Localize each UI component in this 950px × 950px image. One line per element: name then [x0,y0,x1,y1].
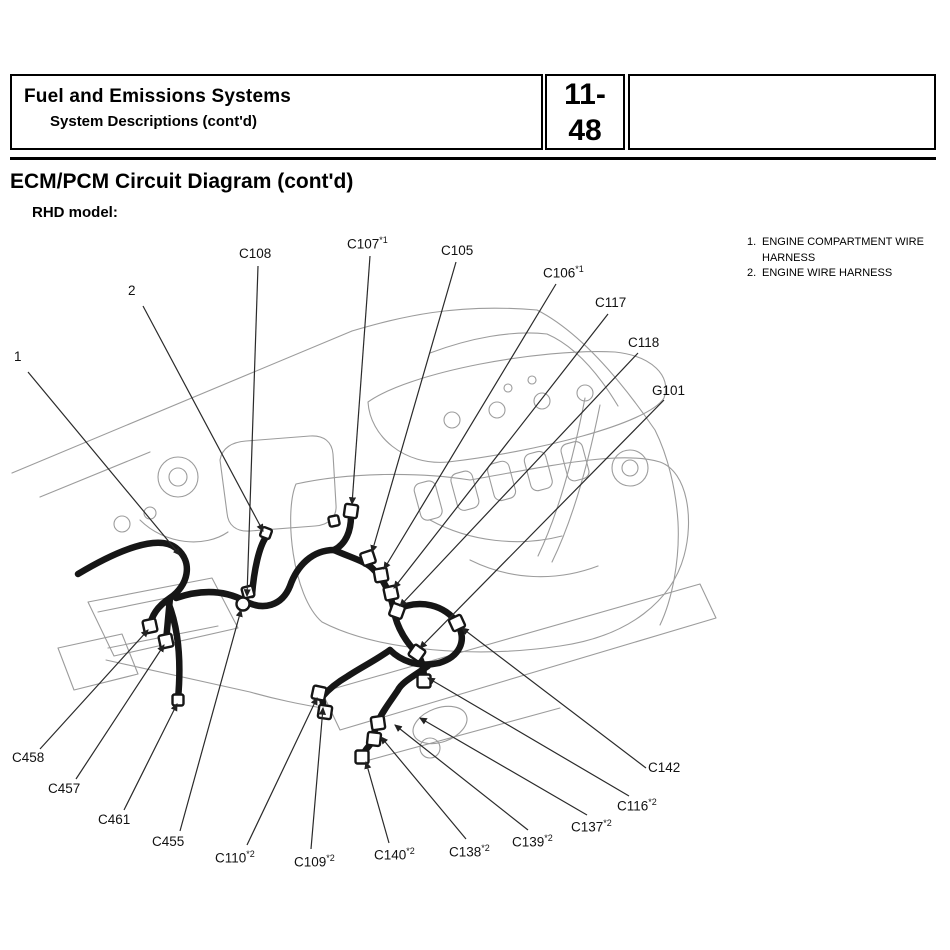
connector [344,504,359,519]
label-C139: C139$^{*2}$ [512,833,553,850]
connector [383,585,398,600]
label-1: 1 [14,349,22,364]
leader-line-C138 [381,737,466,839]
leader-line-C107 [352,256,370,504]
leader-line-C116 [428,678,629,796]
connector [367,732,381,746]
connector [389,603,406,620]
label-C107: C107$^{*1}$ [347,235,388,252]
label-C138: C138$^{*2}$ [449,843,490,860]
connector [142,618,157,633]
label-C461: C461 [98,812,131,827]
leader-line-C140 [366,762,389,843]
connector [311,685,326,700]
legend-number: 1. [747,236,757,248]
label-C109: C109$^{*2}$ [294,853,335,870]
leader-line-C109 [311,708,323,849]
legend-number: 2. [747,267,757,279]
connector [328,515,340,527]
connector [418,675,431,688]
legend-text: ENGINE WIRE HARNESS [762,267,893,279]
label-C137: C137$^{*2}$ [571,818,612,835]
label-G101: G101 [652,383,686,398]
leader-line-C117 [394,314,608,588]
connector [371,716,386,731]
leader-line-C105 [372,262,456,552]
connector [356,751,369,764]
leader-line-C142 [462,628,646,768]
leader-line-C455 [180,610,241,831]
label-C106: C106$^{*1}$ [543,264,584,281]
legend-text: ENGINE COMPARTMENT WIRE HARNESS [762,236,924,264]
label-C108: C108 [239,246,272,261]
connector [373,567,388,582]
leader-line-C457 [76,645,164,779]
leader-line-C458 [40,630,148,749]
page-number-bottom: 48 [568,114,602,147]
leader-line-C137 [420,718,587,815]
leader-line-C108 [247,266,258,596]
engine-art [12,308,716,762]
connector [158,633,173,648]
label-C118: C118 [628,335,660,350]
label-C110: C110$^{*2}$ [215,849,255,866]
section-title: ECM/PCM Circuit Diagram (cont'd) [10,170,354,193]
label-2: 2 [128,283,136,298]
connector [173,695,184,706]
chapter-subtitle: System Descriptions (cont'd) [50,113,257,130]
leader-line-G101 [420,400,664,648]
label-C455: C455 [152,834,185,849]
label-C457: C457 [48,781,81,796]
wire-harness [78,516,462,757]
chapter-title: Fuel and Emissions Systems [24,86,292,107]
label-C142: C142 [648,760,681,775]
label-C458: C458 [12,750,45,765]
leader-line-2 [143,306,263,531]
label-C105: C105 [441,243,474,258]
leader-line-C110 [247,698,317,845]
connector [237,598,250,611]
leader-line-C118 [400,353,638,606]
label-C140: C140$^{*2}$ [374,846,415,863]
page-number-top: 11- [564,78,606,111]
model-label: RHD model: [32,204,118,221]
connector [360,550,376,566]
leader-line-1 [28,372,180,555]
leader-line-C106 [384,284,556,569]
label-C117: C117 [595,295,627,310]
connector [318,705,333,720]
leader-line-C461 [124,704,177,810]
label-C116: C116$^{*2}$ [617,797,657,814]
